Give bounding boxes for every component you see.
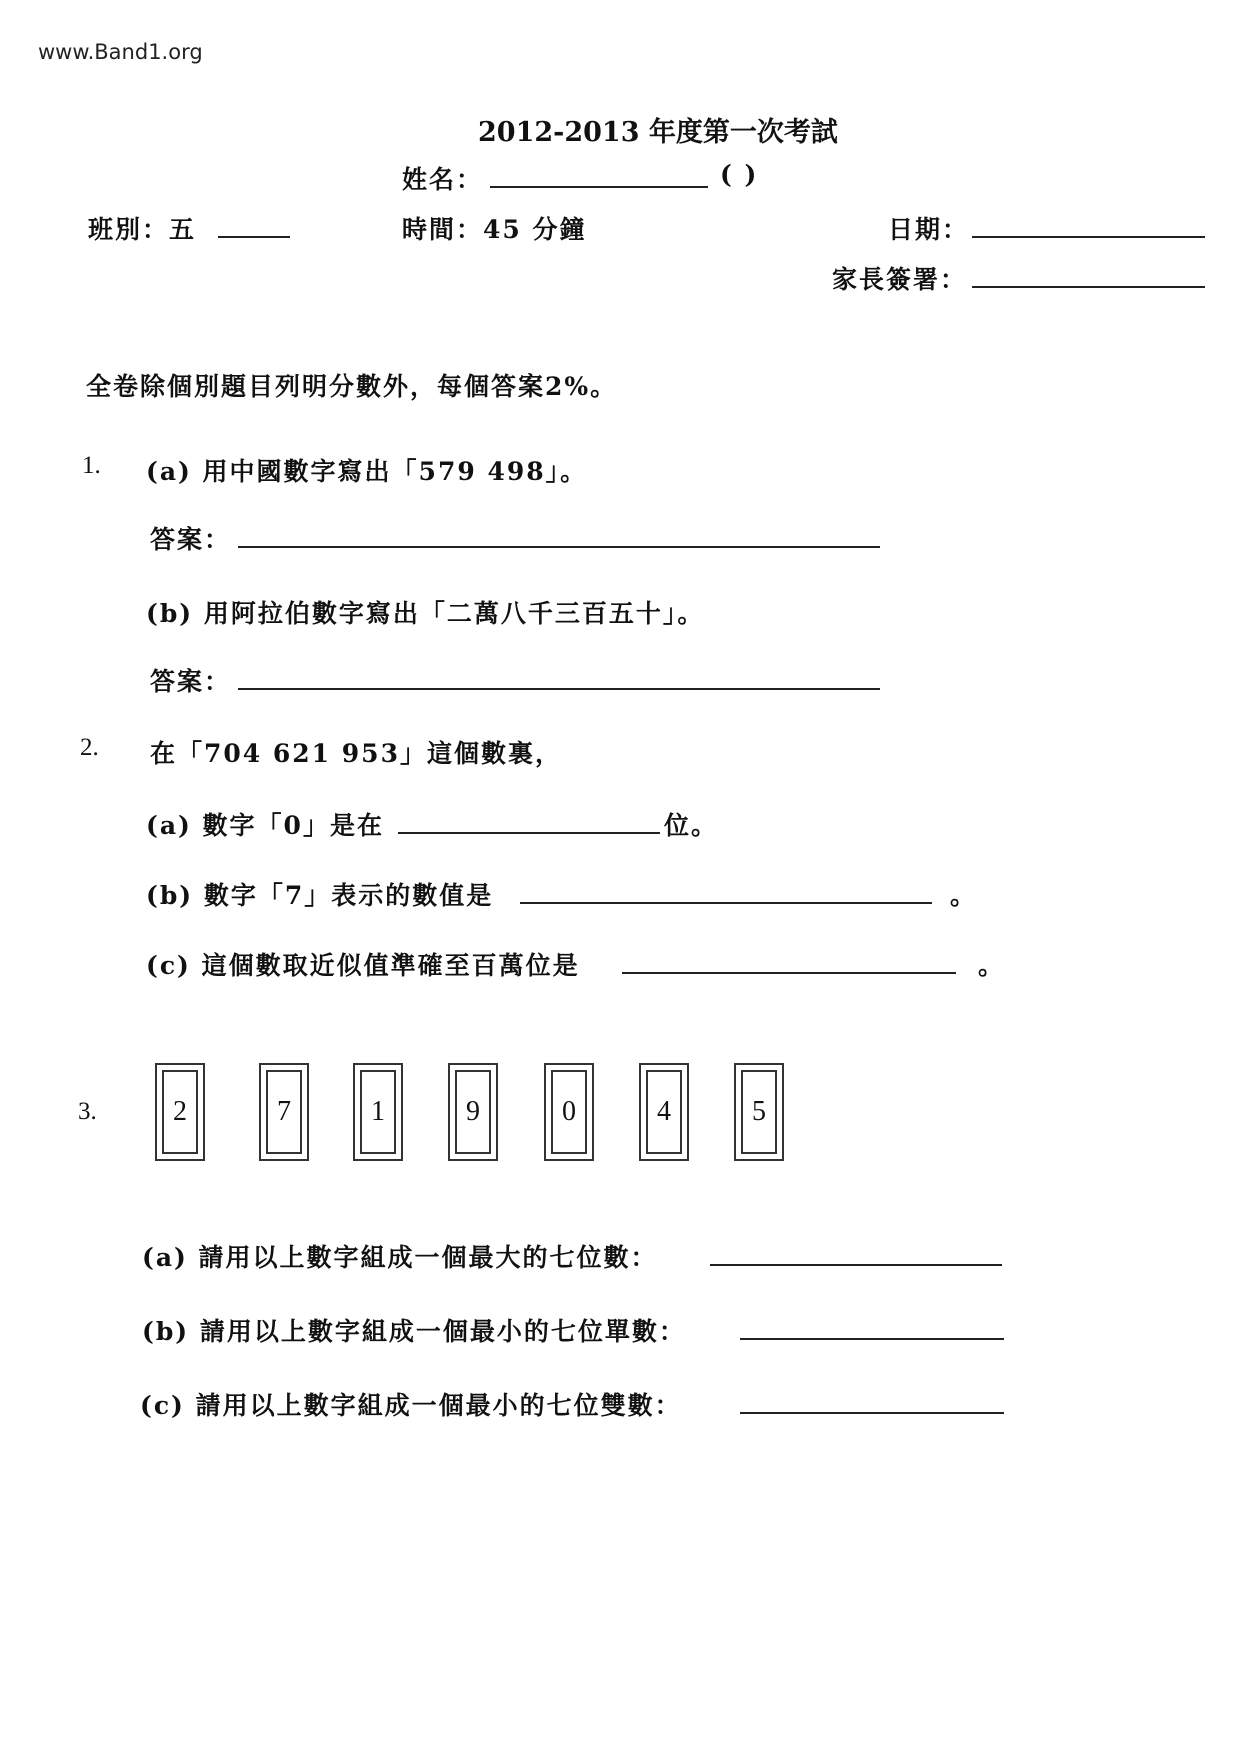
q3c-answer-line[interactable] <box>740 1412 1004 1414</box>
q1a-answer-line[interactable] <box>238 546 880 548</box>
q1a-text: (a) 用中國數字寫出「579 498」。 <box>146 457 588 486</box>
number-card <box>353 1063 403 1161</box>
exam-title: 2012-2013 年度第一次考試 <box>478 117 838 148</box>
q3b-answer-line[interactable] <box>740 1338 1004 1340</box>
number-card <box>448 1063 498 1161</box>
number-card-digit: 2 <box>162 1070 198 1154</box>
q2-number: 2. <box>80 734 99 761</box>
parent-sign-label: 家長簽署： <box>832 265 968 294</box>
q1b-answer-line[interactable] <box>238 688 880 690</box>
q2b-suffix: 。 <box>950 881 978 910</box>
q1-number: 1. <box>82 452 101 479</box>
number-card-digit: 9 <box>455 1070 491 1154</box>
number-card-digit: 5 <box>741 1070 777 1154</box>
number-card-digit: 4 <box>646 1070 682 1154</box>
class-field-line[interactable] <box>218 236 290 238</box>
q2c-answer-line[interactable] <box>622 972 956 974</box>
number-card <box>734 1063 784 1161</box>
date-label: 日期： <box>888 215 970 244</box>
class-label: 班別：五 <box>88 215 197 244</box>
number-card <box>639 1063 689 1161</box>
q2-intro: 在「704 621 953」這個數裏， <box>150 739 562 768</box>
q2b-answer-line[interactable] <box>520 902 932 904</box>
number-card-digit: 7 <box>266 1070 302 1154</box>
q2c-suffix: 。 <box>978 951 1006 980</box>
q2a-text: (a) 數字「0」是在 <box>146 811 384 840</box>
name-label: 姓名： <box>402 165 484 194</box>
number-card-digit: 1 <box>360 1070 396 1154</box>
q2a-answer-line[interactable] <box>398 832 660 834</box>
number-card-digit: 0 <box>551 1070 587 1154</box>
number-card <box>155 1063 205 1161</box>
q1b-answer-label: 答案： <box>150 667 232 696</box>
q3c-text: (c) 請用以上數字組成一個最小的七位雙數： <box>140 1391 682 1420</box>
q2b-text: (b) 數字「7」表示的數值是 <box>146 881 494 910</box>
name-field-line[interactable] <box>490 186 708 188</box>
time-label: 時間：45 分鐘 <box>402 215 587 244</box>
q2a-suffix: 位。 <box>664 811 719 840</box>
class-number-paren: ( ) <box>720 160 759 189</box>
q3a-text: (a) 請用以上數字組成一個最大的七位數： <box>142 1243 658 1272</box>
date-field-line[interactable] <box>972 236 1205 238</box>
q3b-text: (b) 請用以上數字組成一個最小的七位單數： <box>142 1317 686 1346</box>
parent-sign-field-line[interactable] <box>972 286 1205 288</box>
watermark-url: www.Band1.org <box>38 40 203 64</box>
q3a-answer-line[interactable] <box>710 1264 1002 1266</box>
q2c-text: (c) 這個數取近似值準確至百萬位是 <box>146 951 580 980</box>
number-card <box>544 1063 594 1161</box>
q1b-text: (b) 用阿拉伯數字寫出「二萬八千三百五十」。 <box>146 599 705 628</box>
instructions: 全卷除個別題目列明分數外，每個答案2%。 <box>86 372 618 401</box>
number-card <box>259 1063 309 1161</box>
q3-number: 3. <box>78 1098 97 1125</box>
q1a-answer-label: 答案： <box>150 525 232 554</box>
